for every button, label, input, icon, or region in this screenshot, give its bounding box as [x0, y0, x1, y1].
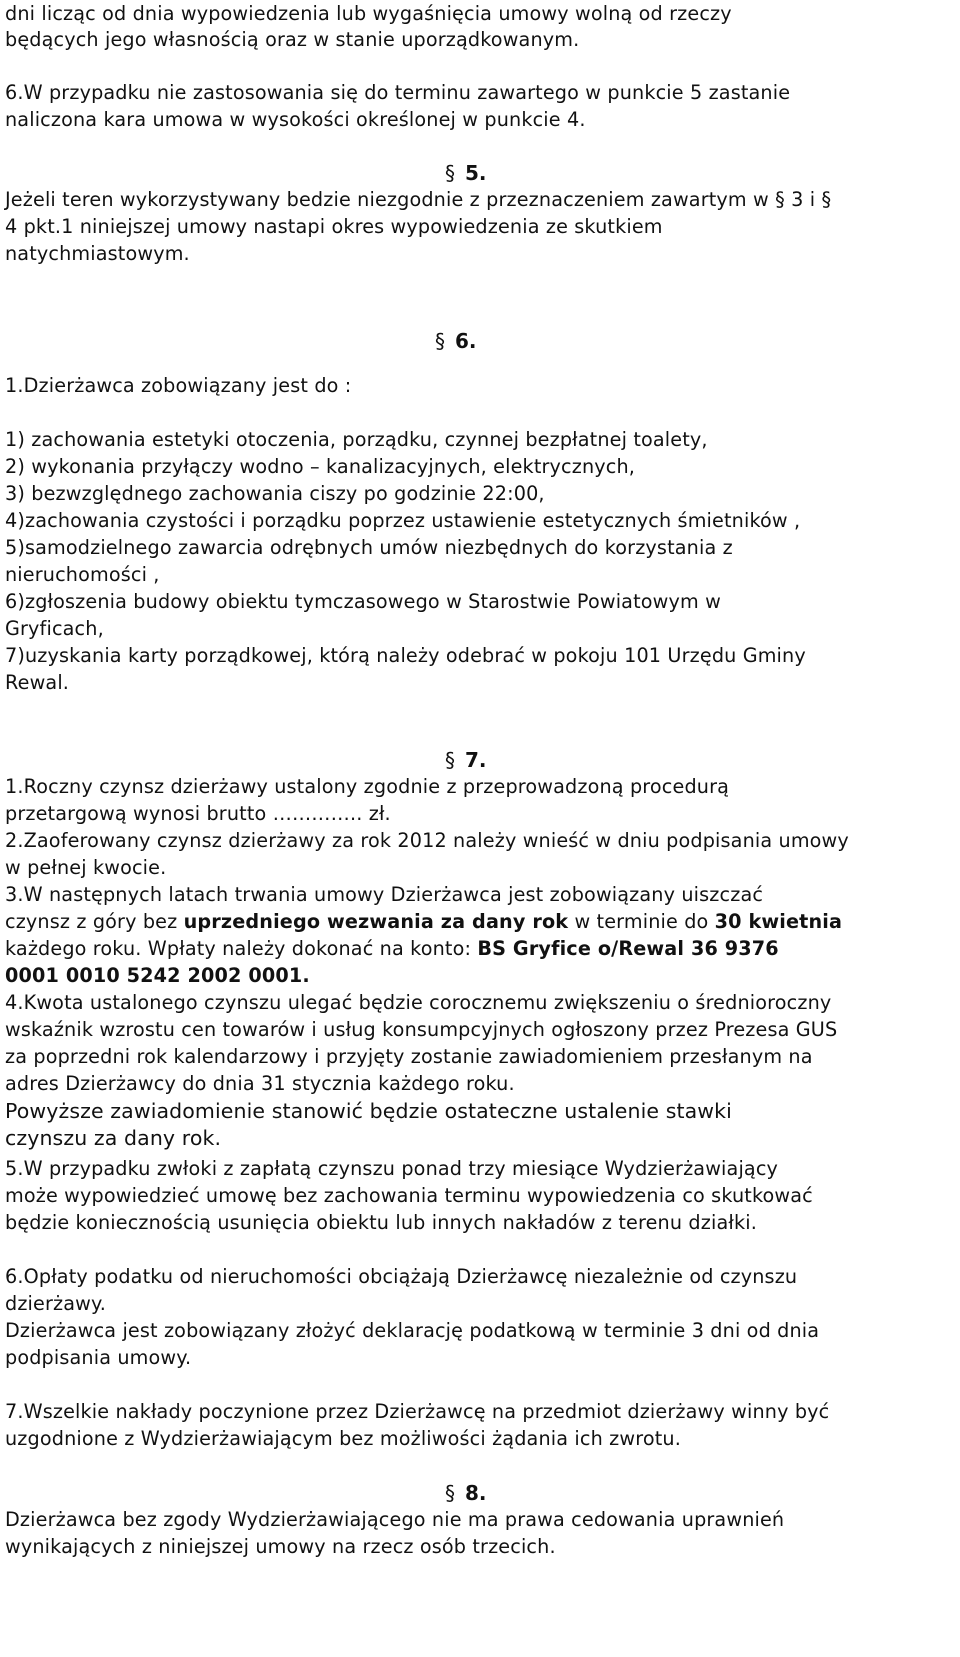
text-line: 4.Kwota ustalonego czynszu ulegać będzie corocznemu zwiększeniu o średnioroczny [5, 991, 832, 1014]
text-line: 4)zachowania czystości i porządku poprzez ustawienie estetycznych śmietników , [5, 509, 801, 532]
text-line: 3.W następnych latach trwania umowy Dzierżawca jest zobowiązany uiszczać [5, 883, 764, 906]
text-line: 2) wykonania przyłączy wodno – kanalizacyjnych, elektrycznych, [5, 455, 636, 478]
text-line: 5.W przypadku zwłoki z zapłatą czynszu ponad trzy miesiące Wydzierżawiający [5, 1157, 779, 1180]
text-line [5, 186, 831, 214]
text-fragment: w terminie do [568, 910, 715, 933]
section-number: 7. [465, 748, 487, 772]
text-line: 2.Zaoferowany czynsz dzierżawy za rok 2012 należy wnieść w dniu podpisania umowy [5, 829, 849, 852]
text-line: dni licząc od dnia wypowiedzenia lub wygaśnięcia umowy wolną od rzeczy [5, 2, 732, 25]
text-line: dzierżawy. [5, 1292, 107, 1315]
text-line: natychmiastowym. [5, 242, 190, 265]
text-line: Gryficach, [5, 617, 104, 640]
section-symbol: § [821, 188, 832, 211]
text-line: wskaźnik wzrostu cen towarów i usług konsumpcyjnych ogłoszony przez Prezesa GUS [5, 1018, 838, 1041]
bold-text: uprzedniego wezwania za dany rok [183, 910, 569, 933]
section-symbol: § [775, 188, 785, 211]
text-line: 4 pkt.1 niniejszej umowy nastapi okres wypowiedzenia ze skutkiem [5, 215, 663, 238]
text-line: wynikających z niniejszej umowy na rzecz osób trzecich. [5, 1535, 556, 1558]
text-line: 6.W przypadku nie zastosowania się do terminu zawartego w punkcie 5 zastanie [5, 81, 791, 104]
section-symbol: § [445, 161, 455, 185]
text-line: w pełnej kwocie. [5, 856, 167, 879]
text-line: 6.Opłaty podatku od nieruchomości obciążają Dzierżawcę niezależnie od czynszu [5, 1265, 798, 1288]
text-line: 7.Wszelkie nakłady poczynione przez Dzierżawcę na przedmiot dzierżawy winny być [5, 1400, 830, 1423]
text-line: uzgodnione z Wydzierżawiającym bez możliwości żądania ich zwrotu. [5, 1427, 681, 1450]
text-line [5, 908, 842, 936]
section-number: 8. [465, 1481, 487, 1505]
section-symbol: § [435, 329, 445, 353]
text-line: Powyższe zawiadomienie stanowić będzie ostateczne ustalenie stawki [5, 1099, 732, 1123]
text-line: adres Dzierżawcy do dnia 31 stycznia każdego roku. [5, 1072, 515, 1095]
text-line: przetargową wynosi brutto ………….. zł. [5, 802, 391, 825]
text-line: będzie koniecznością usunięcia obiektu lub innych nakładów z terenu działki. [5, 1211, 757, 1234]
text-line: za poprzedni rok kalendarzowy i przyjęty zostanie zawiadomieniem przesłanym na [5, 1045, 813, 1068]
text-line: Dzierżawca jest zobowiązany złożyć deklarację podatkową w terminie 3 dni od dnia [5, 1319, 820, 1342]
text-fragment: każdego roku. Wpłaty należy dokonać na konto: [5, 937, 478, 960]
text-line: 3) bezwzględnego zachowania ciszy po godzinie 22:00, [5, 482, 545, 505]
text-line: czynszu za dany rok. [5, 1126, 222, 1150]
text-line: 6)zgłoszenia budowy obiektu tymczasowego w Starostwie Powiatowym w [5, 590, 721, 613]
text-line: Rewal. [5, 671, 70, 694]
text-line: Dzierżawca bez zgody Wydzierżawiającego nie ma prawa cedowania uprawnień [5, 1508, 785, 1531]
text-line: podpisania umowy. [5, 1346, 192, 1369]
text-line: nieruchomości , [5, 563, 160, 586]
section-number: 6. [455, 329, 477, 353]
section-symbol: § [445, 1481, 455, 1505]
section-heading-7 [445, 746, 487, 774]
bank-account-label: BS Gryfice o/Rewal 36 9376 [477, 937, 779, 960]
text-line: może wypowiedzieć umowę bez zachowania terminu wypowiedzenia co skutkować [5, 1184, 813, 1207]
section-heading-5 [445, 159, 487, 187]
text-fragment: czynsz z góry bez [5, 910, 184, 933]
text-line [5, 962, 310, 990]
section-heading-6 [435, 327, 477, 355]
text-line: 5)samodzielnego zawarcia odrębnych umów niezbędnych do korzystania z [5, 536, 733, 559]
text-fragment: 3 i [784, 188, 822, 211]
text-line: 1.Roczny czynsz dzierżawy ustalony zgodnie z przeprowadzoną procedurą [5, 775, 730, 798]
text-line: naliczona kara umowa w wysokości określonej w punkcie 4. [5, 108, 586, 131]
section-symbol: § [445, 748, 455, 772]
bank-account-number: 0001 0010 5242 2002 0001. [5, 964, 310, 987]
text-line: będących jego własnością oraz w stanie uporządkowanym. [5, 28, 580, 51]
text-line [5, 935, 779, 963]
section-number: 5. [465, 161, 487, 185]
text-fragment: Jeżeli teren wykorzystywany bedzie niezgodnie z przeznaczeniem zawartym w [5, 188, 776, 211]
section-heading-8 [445, 1479, 487, 1507]
text-line: 1) zachowania estetyki otoczenia, porządku, czynnej bezpłatnej toalety, [5, 428, 708, 451]
text-line: 7)uzyskania karty porządkowej, którą należy odebrać w pokoju 101 Urzędu Gminy [5, 644, 806, 667]
text-line: 1.Dzierżawca zobowiązany jest do : [5, 374, 352, 397]
bold-text: 30 kwietnia [714, 910, 843, 933]
